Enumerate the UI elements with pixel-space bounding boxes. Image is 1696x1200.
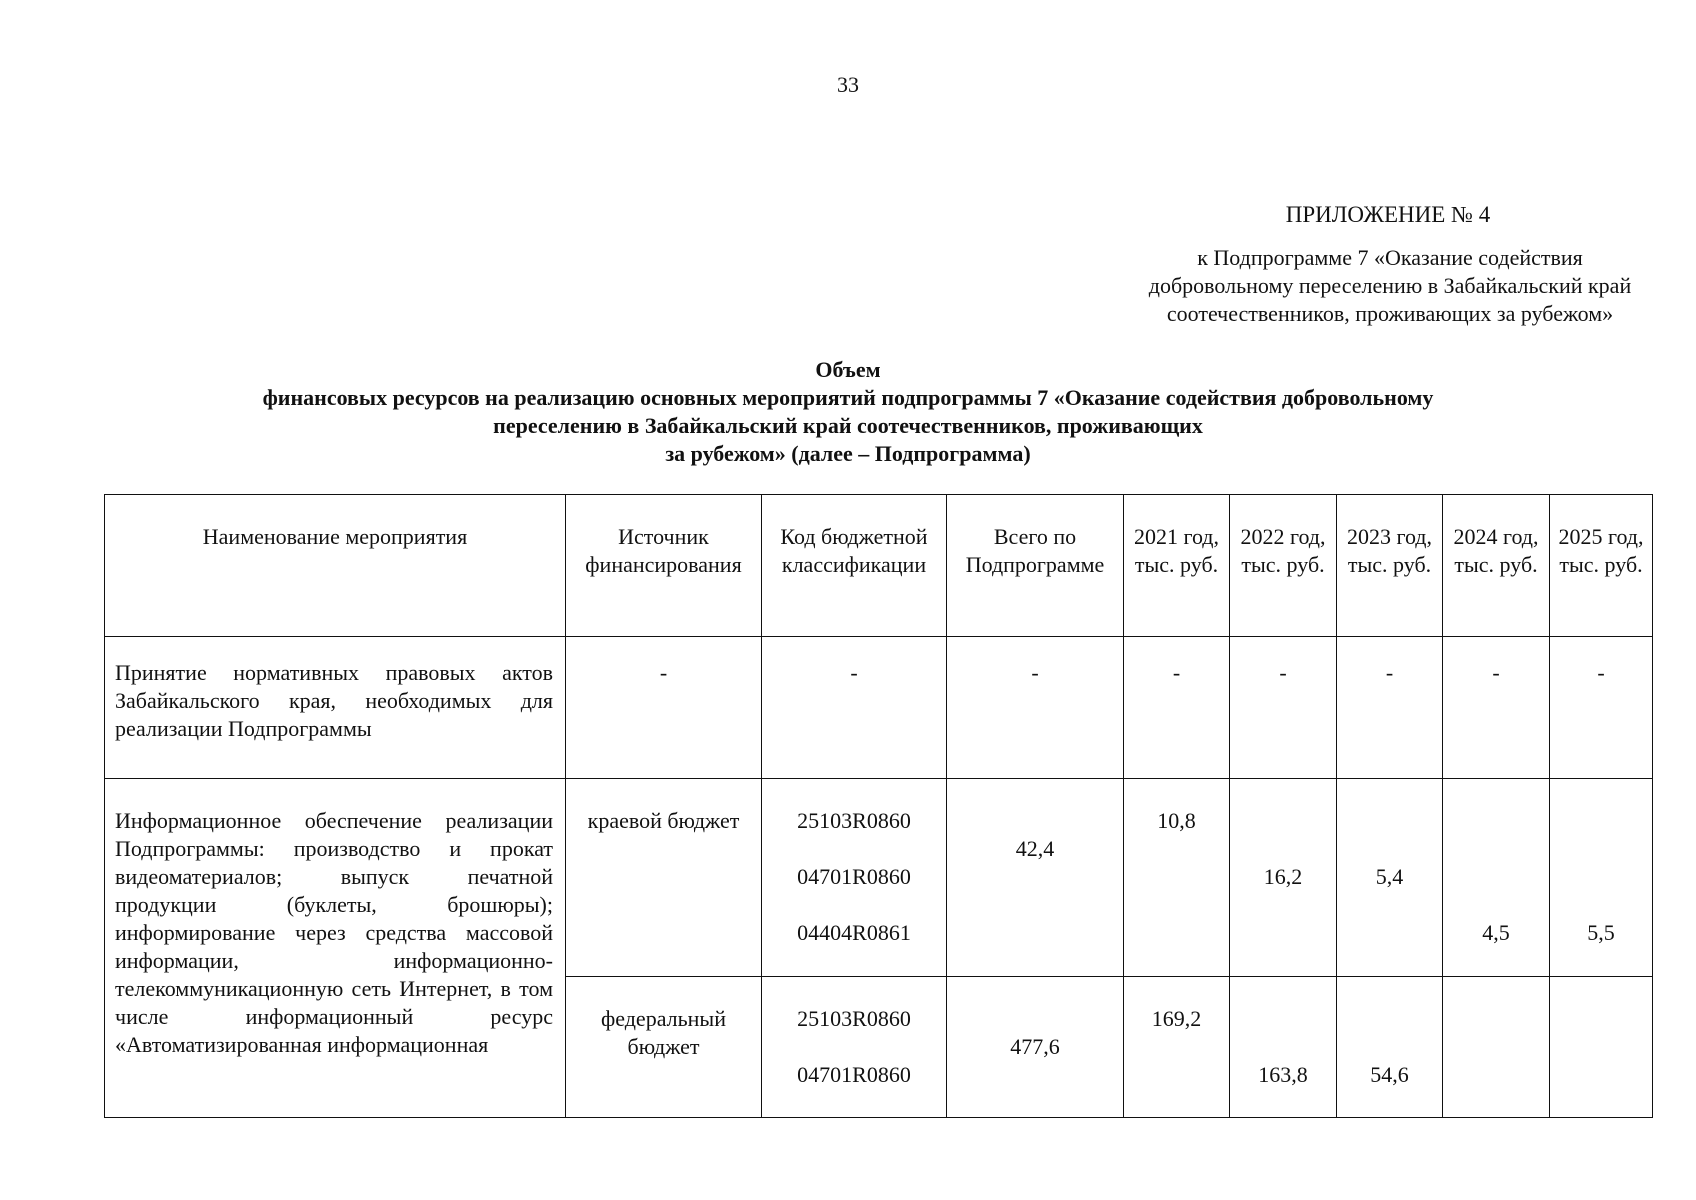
value (1443, 863, 1549, 919)
code-cell (762, 977, 947, 1118)
data-cell: - (566, 637, 762, 779)
header-cell-source: Источник финансирования (566, 495, 762, 637)
page-number: 33 (837, 72, 859, 97)
budget-code: 04404R0861 (797, 920, 911, 945)
year-cell-2022 (1230, 977, 1337, 1118)
appendix-note-line: соотечественников, проживающих за рубежом» (1166, 301, 1614, 326)
title-line: финансовых ресурсов на реализацию основных мероприятий подпрограммы 7 «Оказание содействия добровольному (262, 385, 1434, 410)
title-line: переселению в Забайкальский край соотечественников, проживающих (493, 413, 1203, 438)
year-cell-2021 (1124, 977, 1230, 1118)
appendix-note-line: добровольному переселению в Забайкальский край (1148, 273, 1632, 298)
year-cell-2024 (1443, 977, 1550, 1118)
value: 54,6 (1370, 1062, 1409, 1087)
table-header-row (105, 495, 1653, 637)
value: 4,5 (1482, 920, 1510, 945)
row-name-cell: Принятие нормативных правовых актов Забайкальского края, необходимых для реализации Подпрограммы (105, 637, 566, 779)
header-cell-2024: 2024 год, тыс. руб. (1443, 495, 1550, 637)
header-cell-2025: 2025 год, тыс. руб. (1550, 495, 1653, 637)
value: 163,8 (1258, 1062, 1308, 1087)
header-cell-total: Всего по Подпрограмме (947, 495, 1124, 637)
total-cell: 477,6 (947, 977, 1124, 1118)
header-cell-name: Наименование мероприятия (105, 495, 566, 637)
row-name-cell: Информационное обеспечение реализации Подпрограммы: производство и прокат видеоматериалов; выпуск печатной продукции (буклеты, брошюры); информирование через средства массовой информации, информационно-телекоммуникационную сеть Интернет, в том числе информационный ресурс «Автоматизированная информационная (105, 779, 566, 1118)
appendix-title: ПРИЛОЖЕНИЕ № 4 (1285, 202, 1491, 227)
value (1337, 1005, 1442, 1061)
budget-table (104, 494, 1653, 1118)
value (1230, 1005, 1336, 1061)
appendix-note-line: к Подпрограмме 7 «Оказание содействия (1197, 245, 1583, 270)
source-text: федеральный бюджет (601, 1006, 726, 1059)
header-cell-code: Код бюджетной классификации (762, 495, 947, 637)
value (1230, 807, 1336, 863)
value: 169,2 (1151, 1006, 1202, 1031)
source-cell: краевой бюджет (566, 779, 762, 977)
value (1124, 863, 1229, 919)
value (1230, 919, 1336, 975)
data-cell: - (1230, 637, 1337, 779)
value (1337, 919, 1442, 975)
data-cell: - (947, 637, 1124, 779)
data-cell: - (762, 637, 947, 779)
year-cell-2021 (1124, 779, 1230, 977)
value: 5,4 (1375, 864, 1404, 889)
data-cell: - (1550, 637, 1653, 779)
value: 16,2 (1263, 864, 1303, 889)
year-cell-2024 (1443, 779, 1550, 977)
total-cell: 42,4 (947, 779, 1124, 977)
value (1124, 1061, 1229, 1117)
header-cell-2023: 2023 год, тыс. руб. (1337, 495, 1443, 637)
value (1124, 919, 1229, 975)
header-cell-2022: 2022 год, тыс. руб. (1230, 495, 1337, 637)
value (1337, 807, 1442, 863)
table-row (105, 779, 1653, 977)
value (1550, 807, 1652, 863)
appendix-note (1112, 244, 1668, 328)
budget-code: 25103R0860 (797, 808, 911, 833)
value: 10,8 (1157, 808, 1196, 833)
year-cell-2025 (1550, 977, 1653, 1118)
title-line: Объем (815, 357, 881, 382)
header-cell-2021: 2021 год, тыс. руб. (1124, 495, 1230, 637)
year-cell-2023 (1337, 779, 1443, 977)
data-cell: - (1443, 637, 1550, 779)
year-cell-2023 (1337, 977, 1443, 1118)
source-cell (566, 977, 762, 1118)
code-cell (762, 779, 947, 977)
value (1443, 807, 1549, 863)
year-cell-2025 (1550, 779, 1653, 977)
value (1550, 863, 1652, 919)
data-cell: - (1124, 637, 1230, 779)
document-title (180, 356, 1516, 468)
budget-code: 04701R0860 (797, 1062, 911, 1087)
budget-code: 04701R0860 (797, 864, 911, 889)
value: 5,5 (1587, 920, 1615, 945)
table-row (105, 637, 1653, 779)
budget-code: 25103R0860 (797, 1006, 911, 1031)
year-cell-2022 (1230, 779, 1337, 977)
title-line: за рубежом» (далее – Подпрограмма) (665, 441, 1031, 466)
data-cell: - (1337, 637, 1443, 779)
